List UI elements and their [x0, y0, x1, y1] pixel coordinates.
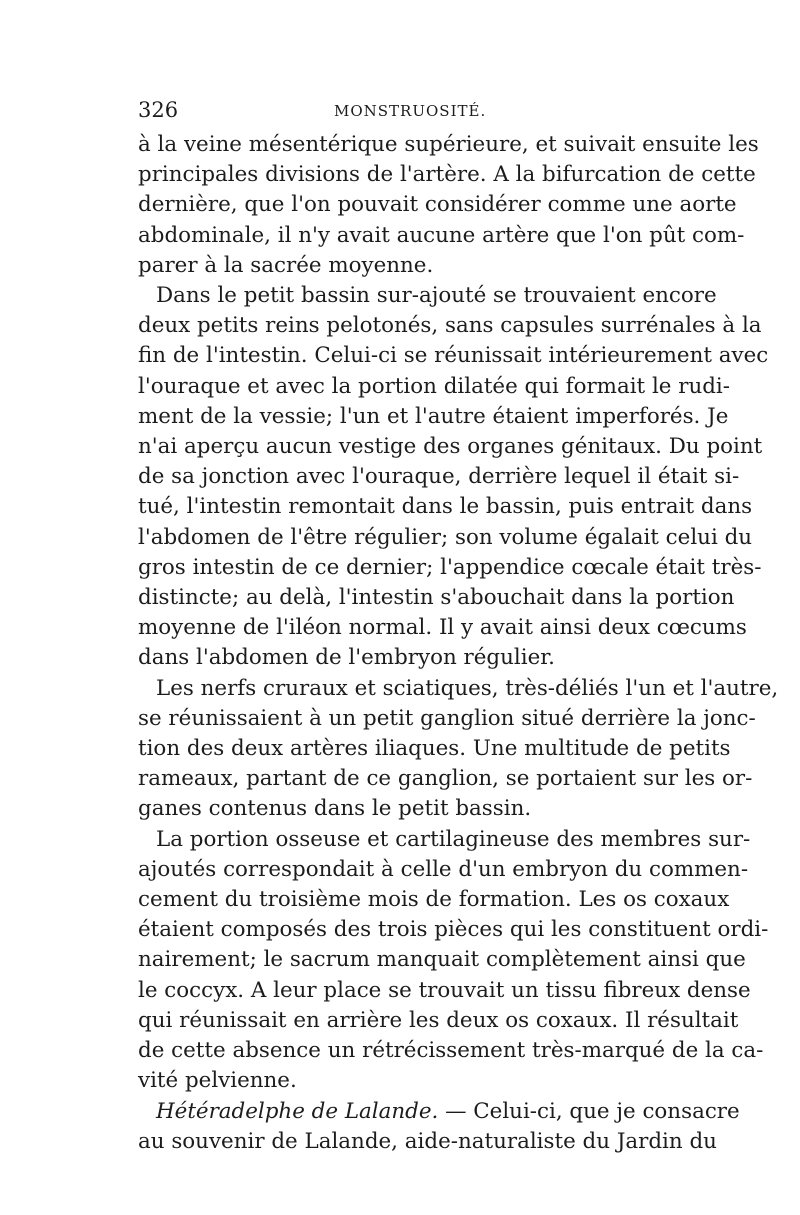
section-title: Hétéradelphe de Lalande.	[156, 1098, 439, 1124]
text-line: l'ouraque et avec la portion dilatée qui formait le rudi-	[138, 373, 731, 399]
text-line: moyenne de l'iléon normal. Il y avait ainsi deux cœcums	[138, 615, 747, 641]
text-line: distincte; au delà, l'intestin s'abouchait dans la portion	[138, 585, 735, 611]
text-line: le coccyx. A leur place se trouvait un tissu fibreux dense	[138, 977, 751, 1003]
text-line: tion des deux artères iliaques. Une multitude de petits	[138, 736, 731, 762]
text-line: tué, l'intestin remontait dans le bassin, puis entrait dans	[138, 494, 753, 520]
text-line: Dans le petit bassin sur-ajouté se trouvaient encore	[156, 283, 717, 309]
text-line: se réunissaient à un petit ganglion situé derrière la jonc-	[138, 705, 756, 731]
text-line: fin de l'intestin. Celui-ci se réunissait intérieurement avec	[138, 343, 769, 369]
text-line: cement du troisième mois de formation. Les os coxaux	[138, 887, 730, 913]
text-line: nairement; le sacrum manquait complètement ainsi que	[138, 947, 746, 973]
page-header	[138, 98, 678, 128]
text-line: vité pelvienne.	[138, 1068, 297, 1094]
body-text	[138, 130, 779, 1157]
text-line: rameaux, partant de ce ganglion, se portaient sur les or-	[138, 766, 753, 792]
text-line: au souvenir de Lalande, aide-naturaliste du Jardin du	[138, 1128, 717, 1154]
text-line: abdominale, il n'y avait aucune artère que l'on pût com-	[138, 222, 745, 248]
text-line: de sa jonction avec l'ouraque, derrière lequel il était si-	[138, 464, 740, 490]
text-line: à la veine mésentérique supérieure, et suivait ensuite les	[138, 132, 759, 157]
running-title: MONSTRUOSITÉ.	[334, 102, 487, 120]
text-line: parer à la sacrée moyenne.	[138, 252, 434, 278]
text-line: n'ai aperçu aucun vestige des organes génitaux. Du point	[138, 434, 763, 460]
page-number: 326	[138, 98, 179, 122]
text-line: principales divisions de l'artère. A la bifurcation de cette	[138, 162, 756, 188]
text-line: dernière, que l'on pouvait considérer comme une aorte	[138, 192, 737, 218]
text-line: ment de la vessie; l'un et l'autre étaient imperforés. Je	[138, 403, 729, 429]
text-line	[138, 1097, 740, 1127]
text-line: deux petits reins pelotonés, sans capsules surrénales à la	[138, 313, 762, 339]
text-line: l'abdomen de l'être régulier; son volume égalait celui du	[138, 524, 753, 550]
text-line: La portion osseuse et cartilagineuse des membres sur-	[156, 826, 751, 852]
text-line: dans l'abdomen de l'embryon régulier.	[138, 645, 555, 671]
text-line: de cette absence un rétrécissement très-marqué de la ca-	[138, 1038, 764, 1064]
text-line: ajoutés correspondait à celle d'un embryon du commen-	[138, 856, 749, 882]
text-line: ganes contenus dans le petit bassin.	[138, 796, 532, 822]
section-title-rest: — Celui-ci, que je consacre	[438, 1098, 740, 1124]
text-line: Les nerfs cruraux et sciatiques, très-déliés l'un et l'autre,	[156, 675, 779, 701]
text-line: gros intestin de ce dernier; l'appendice cœcale était très-	[138, 554, 762, 580]
text-line: qui réunissait en arrière les deux os coxaux. Il résultait	[138, 1007, 739, 1033]
text-line: étaient composés des trois pièces qui les constituent ordi-	[138, 917, 769, 943]
